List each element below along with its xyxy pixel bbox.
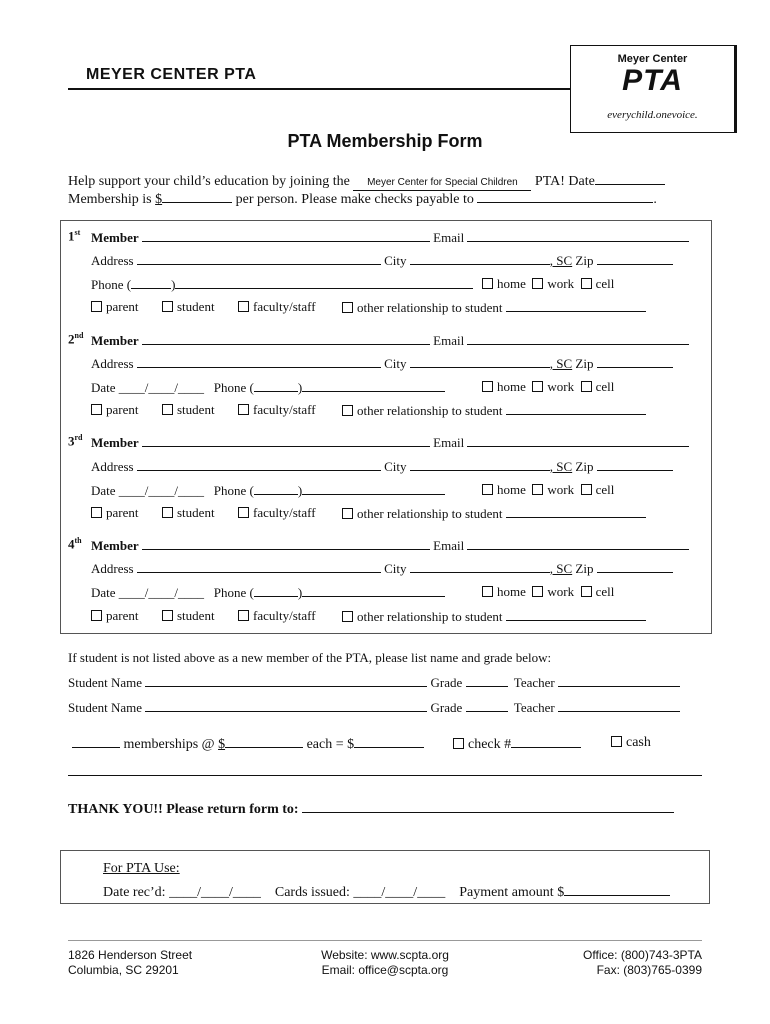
thanks-row — [68, 800, 674, 818]
member-3-parent-option: parent — [91, 505, 138, 521]
member-4-other-field[interactable] — [506, 608, 646, 621]
payable-to-field[interactable] — [477, 190, 653, 203]
intro-line-2 — [68, 190, 657, 208]
intro-text-b: PTA! Date — [534, 174, 595, 189]
member-2-city-field[interactable] — [410, 355, 550, 368]
faculty-checkbox[interactable] — [238, 610, 249, 621]
member-4-other-option: other relationship to student — [342, 608, 646, 625]
other-relationship-checkbox[interactable] — [342, 508, 353, 519]
other-relationship-checkbox[interactable] — [342, 405, 353, 416]
member-1-row-phone: Phone ( ) — [91, 276, 473, 293]
check-option: check # — [453, 735, 581, 753]
member-1-other-field[interactable] — [506, 299, 646, 312]
member-3-row-date-phone: Date ____/____/____ Phone ( ) — [91, 482, 445, 499]
school-name-field[interactable]: Meyer Center for Special Children — [353, 178, 531, 191]
work-checkbox[interactable] — [532, 484, 543, 495]
parent-checkbox[interactable] — [91, 610, 102, 621]
member-1-area-code-field[interactable] — [131, 276, 171, 289]
member-4-faculty-option: faculty/staff — [238, 608, 316, 624]
member-4-zip-field[interactable] — [597, 560, 673, 573]
member-2-other-field[interactable] — [506, 402, 646, 415]
member-2-number: 2nd — [68, 331, 84, 347]
footer-web: Website: www.scpta.org Email: office@scpta.org — [321, 948, 449, 977]
member-3-row-name: Member Email — [91, 434, 689, 451]
member-4-name-field[interactable] — [142, 537, 430, 550]
work-checkbox[interactable] — [532, 278, 543, 289]
member-1-city-field[interactable] — [410, 252, 550, 265]
org-title: MEYER CENTER PTA — [86, 66, 257, 83]
member-3-zip-field[interactable] — [597, 458, 673, 471]
home-checkbox[interactable] — [482, 484, 493, 495]
payment-rule — [68, 775, 702, 776]
member-3-phone-type: home work cell — [482, 482, 614, 498]
pta-use-title: For PTA Use: — [103, 861, 180, 876]
member-2-zip-field[interactable] — [597, 355, 673, 368]
student-checkbox[interactable] — [162, 404, 173, 415]
member-1-number: 1st — [68, 228, 81, 244]
student-1-name-field[interactable] — [145, 674, 427, 687]
student-2-grade-field[interactable] — [466, 699, 508, 712]
student-checkbox[interactable] — [162, 507, 173, 518]
intro-text-a: Help support your child’s education by joining the — [68, 174, 350, 189]
member-2-row-date-phone: Date ____/____/____ Phone ( ) — [91, 379, 445, 396]
member-1-other-option: other relationship to student — [342, 299, 646, 316]
member-3-other-field[interactable] — [506, 505, 646, 518]
member-3-row-address: Address City , SC Zip — [91, 458, 673, 475]
other-relationship-checkbox[interactable] — [342, 302, 353, 313]
faculty-checkbox[interactable] — [238, 301, 249, 312]
date-received-label: Date rec’d: ____/____/____ — [103, 885, 261, 900]
email-label: Email — [433, 230, 465, 245]
member-3-faculty-option: faculty/staff — [238, 505, 316, 521]
footer-contact: Office: (800)743-3PTA Fax: (803)765-0399 — [583, 948, 702, 977]
other-relationship-checkbox[interactable] — [342, 611, 353, 622]
students-note: If student is not listed above as a new member of the PTA, please list name and grade below: — [68, 650, 552, 665]
payment-amount-label: Payment amount $ — [459, 885, 565, 900]
member-1-phone-field[interactable] — [175, 276, 473, 289]
home-checkbox[interactable] — [482, 586, 493, 597]
member-2-phone-field[interactable] — [302, 379, 445, 392]
member-1-faculty-option: faculty/staff — [238, 299, 316, 315]
student-row-1: Student Name Grade Teacher — [68, 674, 680, 691]
member-1-zip-field[interactable] — [597, 252, 673, 265]
date-field[interactable] — [595, 172, 665, 185]
intro-text-c: Membership is — [68, 192, 152, 207]
member-2-other-option: other relationship to student — [342, 402, 646, 419]
member-3-student-option: student — [162, 505, 215, 521]
city-label: City — [384, 253, 407, 268]
member-3-number: 3rd — [68, 433, 83, 449]
membership-count-field[interactable] — [72, 735, 120, 748]
pta-use-row — [103, 883, 670, 901]
member-1-student-option: student — [162, 299, 215, 315]
zip-label: Zip — [575, 253, 594, 268]
phone-label: Phone ( — [91, 277, 132, 292]
membership-fee-field[interactable] — [162, 190, 232, 203]
member-2-area-code-field[interactable] — [254, 379, 298, 392]
header-rule — [68, 88, 570, 90]
member-4-number: 4th — [68, 536, 82, 552]
member-2-row-address: Address City , SC Zip — [91, 355, 673, 372]
cash-option: cash — [611, 735, 651, 751]
member-3-city-field[interactable] — [410, 458, 550, 471]
member-2-faculty-option: faculty/staff — [238, 402, 316, 418]
student-1-teacher-field[interactable] — [558, 674, 680, 687]
member-3-name-field[interactable] — [142, 434, 430, 447]
member-4-student-option: student — [162, 608, 215, 624]
member-3-other-option: other relationship to student — [342, 505, 646, 522]
member-4-row-date-phone: Date ____/____/____ Phone ( ) — [91, 584, 445, 601]
cell-checkbox[interactable] — [581, 586, 592, 597]
cell-checkbox[interactable] — [581, 278, 592, 289]
student-checkbox[interactable] — [162, 610, 173, 621]
member-4-email-field[interactable] — [467, 537, 689, 550]
parent-checkbox[interactable] — [91, 404, 102, 415]
member-1-row-address — [91, 252, 673, 269]
member-2-email-field[interactable] — [467, 332, 689, 345]
thanks-text: THANK YOU!! Please return form to: — [68, 802, 299, 817]
member-2-address-field[interactable] — [137, 355, 381, 368]
student-2-name-field[interactable] — [145, 699, 427, 712]
faculty-checkbox[interactable] — [238, 404, 249, 415]
student-1-grade-field[interactable] — [466, 674, 508, 687]
home-checkbox[interactable] — [482, 381, 493, 392]
logo-tagline: everychild.onevoice. — [607, 109, 698, 121]
footer-address: 1826 Henderson Street Columbia, SC 29201 — [68, 948, 193, 977]
total-amount-field[interactable] — [354, 735, 424, 748]
address-label: Address — [91, 253, 134, 268]
cell-checkbox[interactable] — [581, 381, 592, 392]
pta-logo — [570, 45, 737, 133]
member-4-phone-field[interactable] — [302, 584, 445, 597]
period: . — [653, 192, 657, 207]
member-4-row-name: Member Email — [91, 537, 689, 554]
return-to-field[interactable] — [302, 800, 674, 813]
dollar-sign: $ — [155, 192, 163, 207]
member-4-row-address: Address City , SC Zip — [91, 560, 673, 577]
cell-checkbox[interactable] — [581, 484, 592, 495]
member-1-role: parent — [91, 299, 138, 315]
member-3-email-field[interactable] — [467, 434, 689, 447]
member-4-city-field[interactable] — [410, 560, 550, 573]
parent-checkbox[interactable] — [91, 301, 102, 312]
student-row-2: Student Name Grade Teacher — [68, 699, 680, 716]
member-1-address-field[interactable] — [137, 252, 381, 265]
student-checkbox[interactable] — [162, 301, 173, 312]
student-2-teacher-field[interactable] — [558, 699, 680, 712]
member-4-area-code-field[interactable] — [254, 584, 298, 597]
check-number-field[interactable] — [511, 735, 581, 748]
footer-rule — [68, 940, 702, 941]
work-checkbox[interactable] — [532, 586, 543, 597]
logo-top-text: Meyer Center — [617, 53, 688, 65]
member-2-name-field[interactable] — [142, 332, 430, 345]
member-2-phone-type: home work cell — [482, 379, 614, 395]
work-checkbox[interactable] — [532, 381, 543, 392]
member-1-name-field[interactable] — [142, 229, 430, 242]
intro-text-d: per person. Please make checks payable to — [235, 192, 474, 207]
payment-amount-field[interactable] — [564, 883, 670, 896]
intro-line-1 — [68, 172, 665, 191]
member-4-parent-option: parent — [91, 608, 138, 624]
membership-price-field[interactable] — [225, 735, 303, 748]
home-checkbox[interactable] — [482, 278, 493, 289]
member-4-address-field[interactable] — [137, 560, 381, 573]
member-4-phone-type: home work cell — [482, 584, 614, 600]
check-checkbox[interactable] — [453, 738, 464, 749]
member-3-address-field[interactable] — [137, 458, 381, 471]
cards-issued-label: Cards issued: ____/____/____ — [274, 885, 446, 900]
faculty-checkbox[interactable] — [238, 507, 249, 518]
payment-row: memberships @ $ each = $ — [72, 735, 424, 753]
member-1-phone-type: home work cell — [482, 276, 614, 292]
date-label: Date ____/____/____ — [91, 380, 205, 395]
member-2-row-name: Member Email — [91, 332, 689, 349]
logo-main-text: PTA — [622, 64, 683, 97]
member-label: Member — [91, 230, 139, 245]
cash-checkbox[interactable] — [611, 736, 622, 747]
member-1-email-field[interactable] — [467, 229, 689, 242]
sc-label: , SC — [549, 253, 573, 268]
member-1-row-name — [91, 229, 689, 246]
form-title: PTA Membership Form — [287, 131, 483, 151]
member-3-phone-field[interactable] — [302, 482, 445, 495]
member-2-parent-option: parent — [91, 402, 138, 418]
member-2-student-option: student — [162, 402, 215, 418]
member-3-area-code-field[interactable] — [254, 482, 298, 495]
parent-checkbox[interactable] — [91, 507, 102, 518]
